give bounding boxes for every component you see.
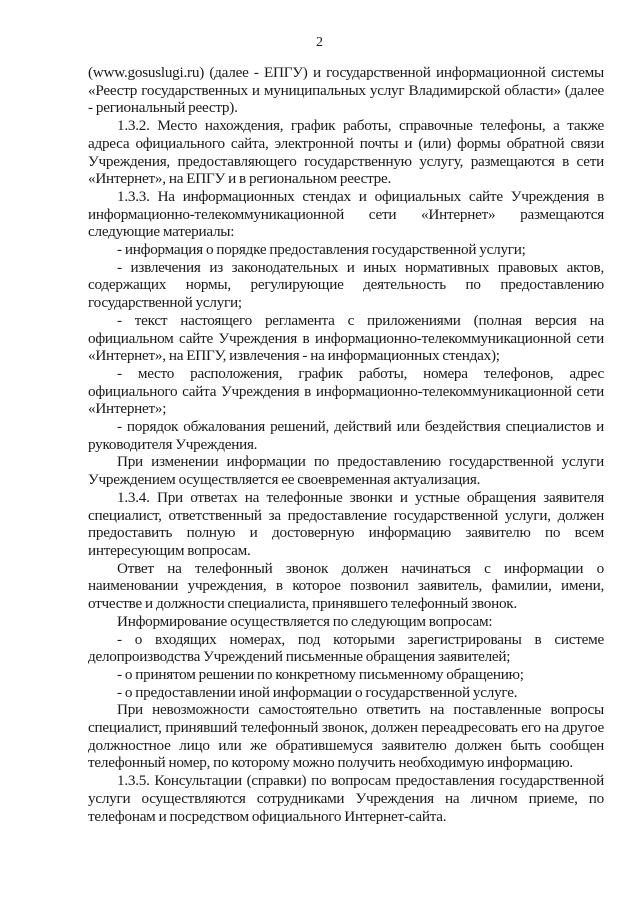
paragraph: При невозможности самостоятельно ответить на поставленные вопросы специалист, принявший телефонный звонок, должен переадресовать его на другое должностное лицо или же обратившемуся заявителю должен быть сообщен телефонный номер, по которому можно получить необходимую информацию.	[88, 701, 604, 772]
paragraph: 1.3.2. Место нахождения, график работы, справочные телефоны, а также адреса официального сайта, электронной почты и (или) формы обратной связи Учреждения, предоставляющего государственную услугу, размещаются в сети «Интернет», на ЕПГУ и в региональном реестре.	[88, 117, 604, 188]
paragraph: - о входящих номерах, под которыми зарегистрированы в системе делопроизводства Учреждений письменные обращения заявителей;	[88, 630, 604, 666]
paragraph: - информация о порядке предоставления государственной услуги;	[117, 241, 526, 259]
paragraph: - место расположения, график работы, номера телефонов, адрес официального сайта Учреждения в информационно-телекоммуникационной сети «Интернет»;	[88, 364, 604, 418]
paragraph: 1.3.3. На информационных стендах и официальных сайте Учреждения в информационно-телекоммуникационной сети «Интернет» размещаются следующие материалы:	[88, 187, 604, 241]
paragraph: Информирование осуществляется по следующим вопросам:	[117, 612, 493, 630]
paragraph: - текст настоящего регламента с приложениями (полная версия на официальном сайте Учреждения в информационно-телекоммуникационной сети «Интернет», на ЕПГУ, извлечения - на информационных стендах);	[88, 311, 604, 365]
paragraph: - порядок обжалования решений, действий или бездействия специалистов и руководителя Учреждения.	[88, 418, 604, 453]
paragraph: Ответ на телефонный звонок должен начинаться с информации о наименовании учреждения, в которое позвонил заявитель, фамилии, имени, отчестве и должности специалиста, принявшего телефонный звонок.	[88, 559, 604, 613]
paragraph: При изменении информации по предоставлению государственной услуги Учреждением осуществляется ее своевременная актуализация.	[88, 453, 604, 489]
paragraph: (www.gosuslugi.ru) (далее - ЕПГУ) и государственной информационной системы «Реестр государственных и муниципальных услуг Владимирской области» (далее - региональный реестр).	[88, 64, 604, 117]
paragraph: 1.3.5. Консультации (справки) по вопросам предоставления государственной услуги осуществляются сотрудниками Учреждения на личном приеме, по телефонам и посредством официального Интернет-сайта.	[88, 772, 604, 825]
page-number: 2	[316, 35, 323, 50]
paragraph: - извлечения из законодательных и иных нормативных правовых актов, содержащих нормы, регулирующие деятельность по предоставлению государственной услуги;	[88, 258, 604, 312]
document-body	[88, 64, 604, 825]
paragraph: - о предоставлении иной информации о государственной услуге.	[117, 683, 518, 701]
paragraph: - о принятом решении по конкретному письменному обращению;	[117, 665, 524, 683]
paragraph: 1.3.4. При ответах на телефонные звонки и устные обращения заявителя специалист, ответственный за предоставление государственной услуги, должен предоставить полную и достоверную информацию заявителю по всем интересующим вопросам.	[88, 488, 604, 559]
